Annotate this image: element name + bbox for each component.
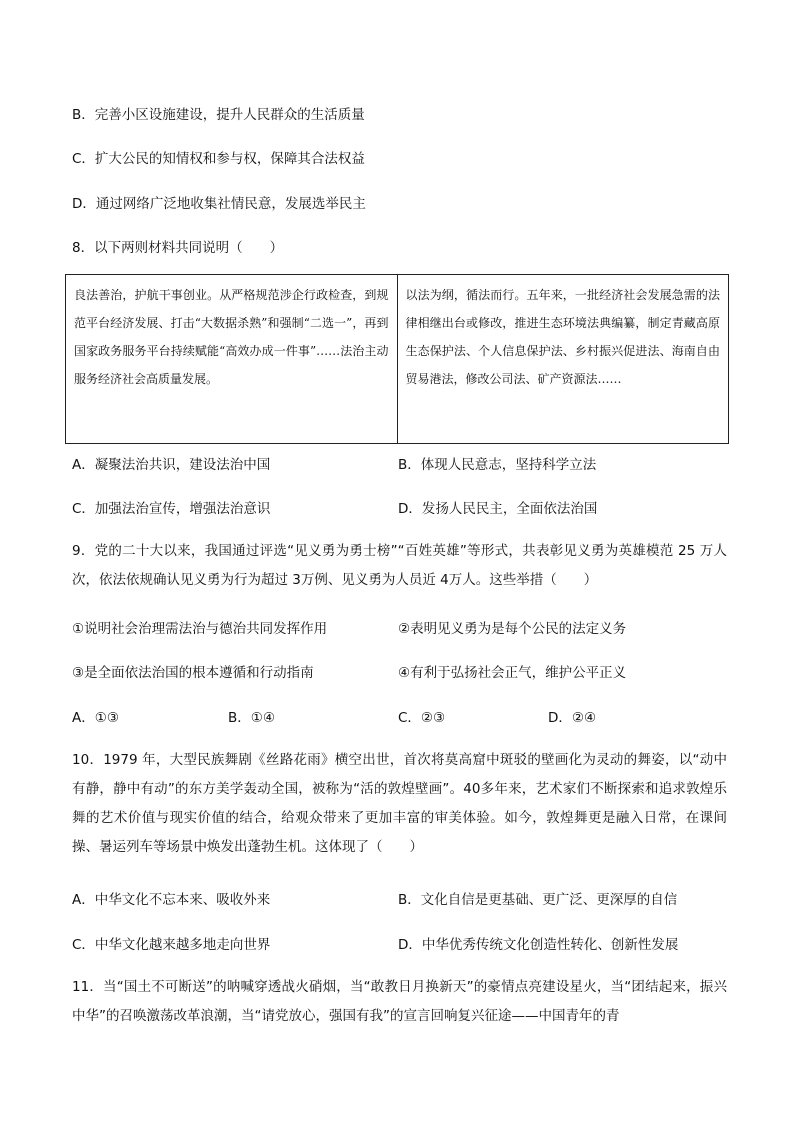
q9-option-c: C．②③ — [398, 710, 446, 726]
q9-statement-1: ①说明社会治理需法治与德治共同发挥作用 — [72, 621, 328, 637]
q8-stem: 8．以下两则材料共同说明（ ） — [72, 240, 284, 256]
q7-option-c: C．扩大公民的知情权和参与权，保障其合法权益 — [72, 151, 365, 167]
q10-stem: 10．1979 年，大型民族舞剧《丝路花雨》横空出世，首次将莫高窟中斑驳的壁画化为灵动的舞姿，以“动中有静，静中有动”的东方美学轰动全国，被称为“活的敦煌壁画”。40多年来，艺术家们不断探索和追求敦煌乐舞的艺术价值与现实价值的结合，给观众带来了更加丰富的审美体验。如今，敦煌舞更是融入日常，在课间操、暑运列车等场景中焕发出蓬勃生机。这体现了（ ） — [72, 752, 727, 855]
q8-option-b: B．体现人民意志，坚持科学立法 — [398, 457, 597, 473]
q8-materials-table — [65, 274, 729, 444]
q11-stem: 11．当“国土不可断送”的呐喊穿透战火硝烟，当“敢教日月换新天”的豪情点亮建设星火，当“团结起来，振兴中华”的召唤激荡改革浪潮，当“请党放心，强国有我”的宣言回响复兴征途——中国青年的青 — [72, 979, 727, 1024]
q9-option-b: B．①④ — [228, 710, 275, 726]
q9-option-d: D．②④ — [548, 710, 597, 726]
q9-statement-4: ④有利于弘扬社会正气，维护公平正义 — [398, 665, 627, 681]
q8-option-c: C．加强法治宣传，增强法治意识 — [72, 501, 271, 517]
q10-option-c: C．中华文化越来越多地走向世界 — [72, 937, 271, 953]
q8-option-a: A．凝聚法治共识，建设法治中国 — [72, 457, 271, 473]
q9-statement-3: ③是全面依法治国的根本遵循和行动指南 — [72, 665, 314, 681]
q10-option-a: A．中华文化不忘本来、吸收外来 — [72, 892, 271, 908]
q10-option-d: D．中华优秀传统文化创造性转化、创新性发展 — [398, 937, 679, 953]
q8-material-right: 以法为纲，循法而行。五年来，一批经济社会发展急需的法律相继出台或修改，推进生态环境法典编纂，制定青藏高原生态保护法、个人信息保护法、乡村振兴促进法、海南自由贸易港法，修改公司法、矿产资源法…… — [397, 275, 729, 444]
q10-option-b: B．文化自信是更基础、更广泛、更深厚的自信 — [398, 892, 678, 908]
q9-stem: 9．党的二十大以来，我国通过评选“见义勇为勇士榜”“百姓英雄”等形式，共表彰见义勇为英雄模范 25 万人次，依法依规确认见义勇为行为超过 3万例、见义勇为人员近 4万人。这些举措（ ） — [72, 543, 727, 588]
q9-statement-2: ②表明见义勇为是每个公民的法定义务 — [398, 621, 627, 637]
q7-option-d: D．通过网络广泛地收集社情民意，发展选举民主 — [72, 196, 366, 212]
q8-material-left: 良法善治，护航干事创业。从严格规范涉企行政检查，到规范平台经济发展、打击“大数据杀熟”和强制“二选一”，再到国家政务服务平台持续赋能“高效办成一件事”……法治主动服务经济社会高质量发展。 — [66, 275, 398, 444]
q8-option-d: D．发扬人民民主，全面依法治国 — [398, 501, 598, 517]
q7-option-b: B．完善小区设施建设，提升人民群众的生活质量 — [72, 107, 365, 123]
q9-option-a: A．①③ — [72, 710, 119, 726]
